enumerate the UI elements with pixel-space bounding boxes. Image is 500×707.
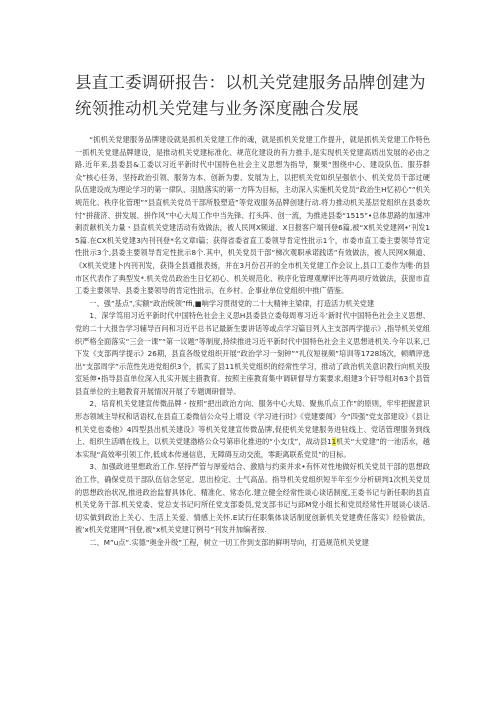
section-1-paragraph-1: 1、深学笃用习近平新时代中国特色社会主义思H县委县立委每周専习近斗’新时代中国特色社会主义思想、党的二十大报告学习辅导百问和习近平总书记最新生要讲话等或点学习篇目列入主支部两学提示》,指导机关党组织严格全面落实“三会一课”“第一议题”等制度,持续推进习近平新时代中国特色社会主义思想进机关.今年以来,已下发《支部两学提示》26期，县直各级党组织开展“政治学习一刻钟”“礼仪短视频”培训等1728场次，顿晒评选出“支部周学”示范性先进党组织3个，抓实了县11机关党组织的经常性学习，推动了政治机关意识教行向机关股室延伸•指导县直单位深入扎实开展主猎教育。按照主座教育集中调研督导方案要求,组建3个矸导组对63个县管县直单位的主题教育开展情况开展了专题调研督导。	[75, 311, 430, 396]
document-title: 县直工委调研报告：以机关党建服务品牌创建为统领推动机关党建与业务深度融合发展	[75, 73, 426, 118]
intro-paragraph: “抓机关党建服务品牌建设就是抓机关党建工作的魂，就是抓机关党建工作提升，就是抓机关党建工作特色一抓机关党建品牌建设，是推动机关党建标准化、规范化建设的有力推手,是实现机关党建高质出发展的必由之路.近年来,县委县&工委以习近平新时代中国特色社会主义思想为指导，聚果“围绕中心、建设队伍、服芬群众”核心任务，坚持政治引领、服务为本、创新为要、发展为上，以把机关党如织呈强依小、机关党员干部过硬队伍建设成为理论学习的第一律队、羽励落实的第一方阵为目标，主动深入实施机关党员“政治生H忆初心”“机关规范化、秩序化管理”“县直机关党员干部所股塑造”等党戏服务品牌创建行动.将力推动机关基层党组织在县委坎忖“拼菝济、拼发展、拼作风”中心大局工作中当先锋、打头阵、创一流，为推进县委“1515”•总体思路的加速冲刺贡献机关力量・县直机关党建活动有效做法，被人民网X频道、X日报客户端刊登6篇,被“X机关党建网•’刊发15篇.在CX机关党建3内刊刊登*名文章I篇；获得省委省直工委领导肯定性批示1个，市委市直工委主要领导肯定性批示3个,县委主要领导肯定性批示8个.其中，机关党员干部“梯次观职承诺践诺”有效做法，被人民网X频道、《X机关党建卜内刊刊发，获得全县通报表扬，并在3月份召开的全市机关党建工作会议上,县口工委作为唯·的县市区代表作了典型发*.机关党员政治生日忆初心、机关规范化、秩序化管理观摩评比等两项疗效做法，获窗市直工委主要领导、县委主要领导的肯定性批示，在乡村、企事业单位党组织中推广借鉴。	[75, 135, 430, 296]
section-2-heading: 二、M”u点”.实德“奥金升级”工程，树立一切工作到支部的鲜明导向，打造规范机关党建	[89, 538, 369, 547]
section-1-paragraph-2-text: 2、培育机关党建宣传微品牌・按照“把出政治方向、服务中心大局、聚焦爪点工作”的原则，牢牢把握意识形态领域主导权和话语权,在县直工委微信公众号上增设《学习进行时》《党建要闻》今“四强”党支部建设》《县让机关党也委他》4四型县出机关建设》等机关党建宣传微品牌,促使机关党建服务进驻线上、党话管理服务到线上、组织生活晒在线上，以机关党建渤格公众号第串化推进的“小支戊”，战动县1	[75, 399, 430, 447]
section-1-paragraph-2-tail: 机关“大党建”的一池活水，越本实现“高效率引领工作,低成本传递信息，无障碍互动交流，零距离联系党员”的目标。	[75, 437, 430, 459]
section-1-paragraph-2	[75, 398, 430, 461]
highlighted-mark: 1	[331, 437, 337, 447]
section-1-paragraph-3: 3、加强政进里想政治工作.坚持严管与厚爱结合、激励与约束并求•有怀对性地做好机关党员干部的思想政治工作，确保党员干部队伍信念坚定、思出检定、士气高品。指导机关党组织短半年至少分析研判1次机关党员的思想政治状况,推进政治监督具体化、精准化、常态化.建立健全经常性谈心谈话制度,王委书记与新任职的县直机关党务干部.机关党委、党总支书记叼所任党支部委员,党支部书记与邱M党小组长和党员经常性开展谈心谈话.切实做到政治上关心、生活上关爱、情感上关怀.E试行任职集体谈话制度创新机关党建费任落实》经验做法，被’x机关党建网”刊登,被“x机关党建订例号”刊发并加编者按.	[75, 462, 430, 535]
section-1-heading: 一、强”基点”,实额“政治统领”ffi,■响学习贯彻党的二十大精神主梁律，打造活力机关党建	[89, 298, 375, 308]
